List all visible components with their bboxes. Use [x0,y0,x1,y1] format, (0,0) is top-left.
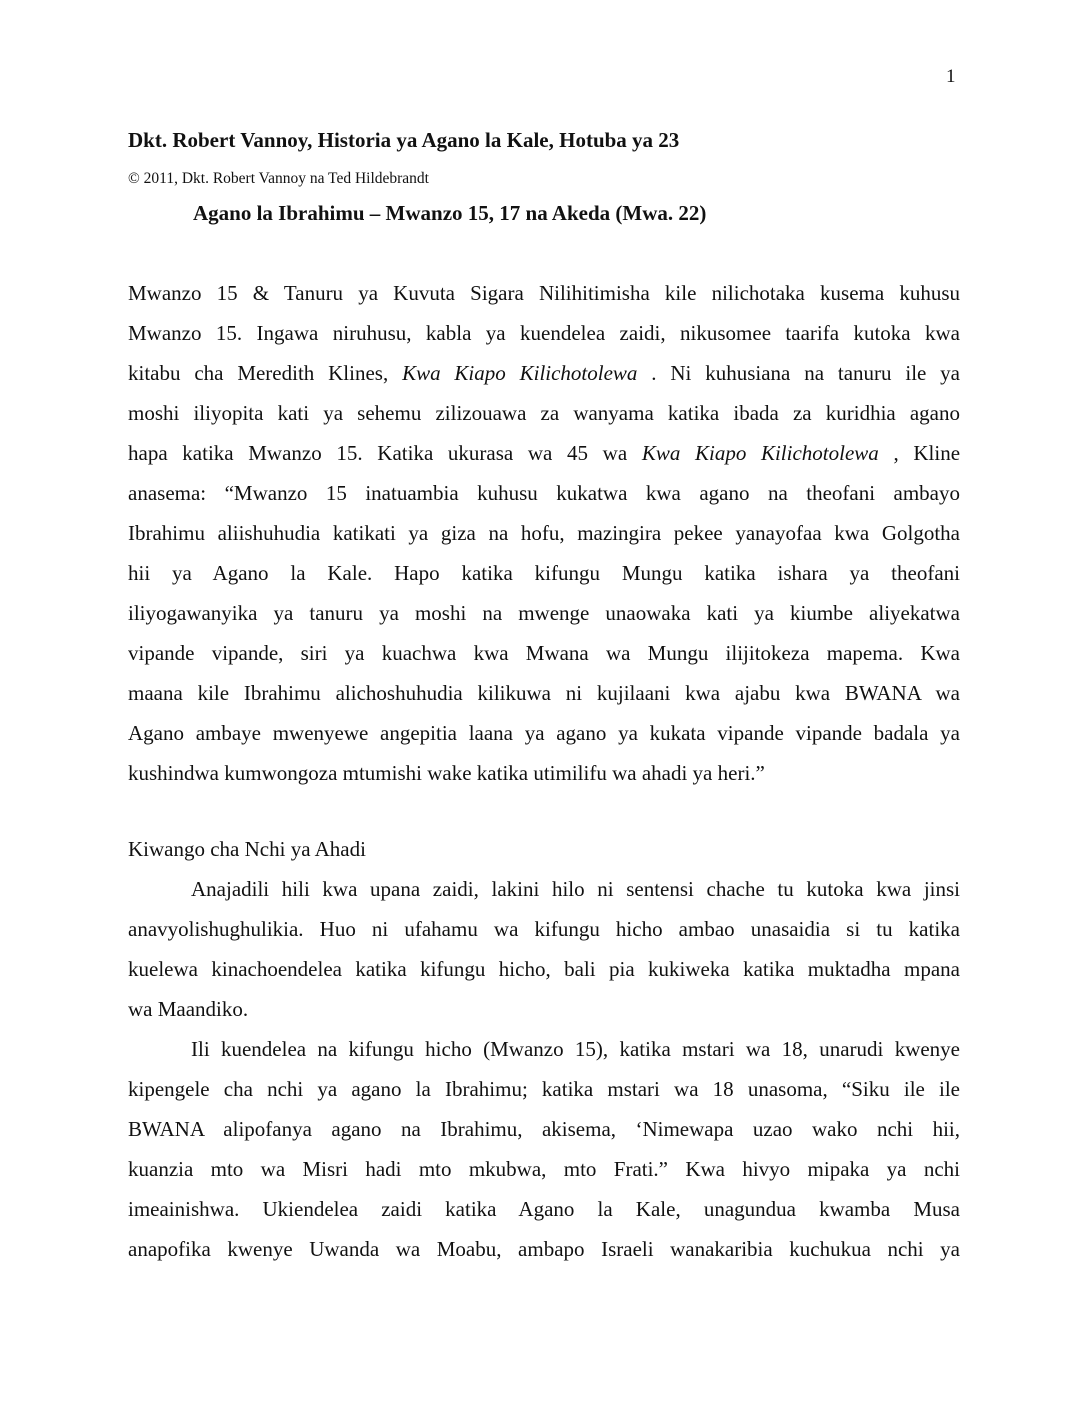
text-line: vipande vipande, siri ya kuachwa kwa Mwana wa Mungu ilijitokeza mapema. Kwa [128,641,960,665]
book-title-italic: Kwa Kiapo Kilichotolewa [402,361,638,385]
text-line [128,353,960,393]
book-title-italic: Kwa Kiapo Kilichotolewa [641,441,879,465]
text-line: BWANA alipofanya agano na Ibrahimu, akisema, ‘Nimewapa uzao wako nchi hii, [128,1117,960,1141]
text-line: kushindwa kumwongoza mtumishi wake katika utimilifu wa ahadi ya heri.” [128,761,765,785]
text-segment: , Kline [878,441,960,465]
text-line: kipengele cha nchi ya agano la Ibrahimu; katika mstari wa 18 unasoma, “Siku ile ile [128,1077,960,1101]
text-line: maana kile Ibrahimu alichoshuhudia kilikuwa ni kujilaani kwa ajabu kwa BWANA wa [128,681,960,705]
text-line: anapofika kwenye Uwanda wa Moabu, ambapo Israeli wanakaribia kuchukua nchi ya [128,1237,960,1261]
text-line [128,433,960,473]
text-segment: . Ni kuhusiana na tanuru ile ya [637,361,960,385]
text-segment: hapa katika Mwanzo 15. Katika ukurasa wa 45 wa [128,441,642,465]
lecture-subtitle: Agano la Ibrahimu – Mwanzo 15, 17 na Akeda (Mwa. 22) [193,201,707,225]
section-heading: Kiwango cha Nchi ya Ahadi [128,837,366,861]
text-line: Mwanzo 15. Ingawa niruhusu, kabla ya kuendelea zaidi, nikusomee taarifa kutoka kwa [128,321,960,345]
text-line: iliyogawanyika ya tanuru ya moshi na mwenge unaowaka kati ya kiumbe aliyekatwa [128,601,960,625]
page-number: 1 [946,66,956,87]
text-line: kuanzia mto wa Misri hadi mto mkubwa, mto Frati.” Kwa hivyo mipaka ya nchi [128,1157,960,1181]
text-line: imeainishwa. Ukiendelea zaidi katika Agano la Kale, unagundua kwamba Musa [128,1197,960,1221]
text-line: anavyolishughulikia. Huo ni ufahamu wa kifungu hicho ambao unasaidia si tu katika [128,917,960,941]
text-line: hii ya Agano la Kale. Hapo katika kifungu Mungu katika ishara ya theofani [128,561,960,585]
text-line: moshi iliyopita kati ya sehemu zilizouawa za wanyama katika ibada za kuridhia agano [128,401,960,425]
text-segment: kitabu cha Meredith Klines, [128,361,403,385]
text-line: Agano ambaye mwenyewe angepitia laana ya agano ya kukata vipande vipande badala ya [128,721,960,745]
document-title: Dkt. Robert Vannoy, Historia ya Agano la Kale, Hotuba ya 23 [128,128,680,152]
text-line: kuelewa kinachoendelea katika kifungu hicho, bali pia kukiweka katika muktadha mpana [128,957,960,981]
section-smoking-furnace [128,273,960,793]
copyright-line: © 2011, Dkt. Robert Vannoy na Ted Hildebrandt [128,170,429,187]
text-line: Mwanzo 15 & Tanuru ya Kuvuta Sigara Nilihitimisha kile nilichotaka kusema kuhusu [128,281,960,305]
section-promised-land [128,829,960,1269]
text-line: wa Maandiko. [128,997,249,1021]
text-line: Ibrahimu aliishuhudia katikati ya giza na hofu, mazingira pekee yanayofaa kwa Golgotha [128,521,960,545]
text-line: anasema: “Mwanzo 15 inatuambia kuhusu kukatwa kwa agano na theofani ambayo [128,481,960,505]
text-line: Anajadili hili kwa upana zaidi, lakini hilo ni sentensi chache tu kutoka kwa jinsi [191,877,960,901]
text-line: Ili kuendelea na kifungu hicho (Mwanzo 15), katika mstari wa 18, unarudi kwenye [191,1037,960,1061]
